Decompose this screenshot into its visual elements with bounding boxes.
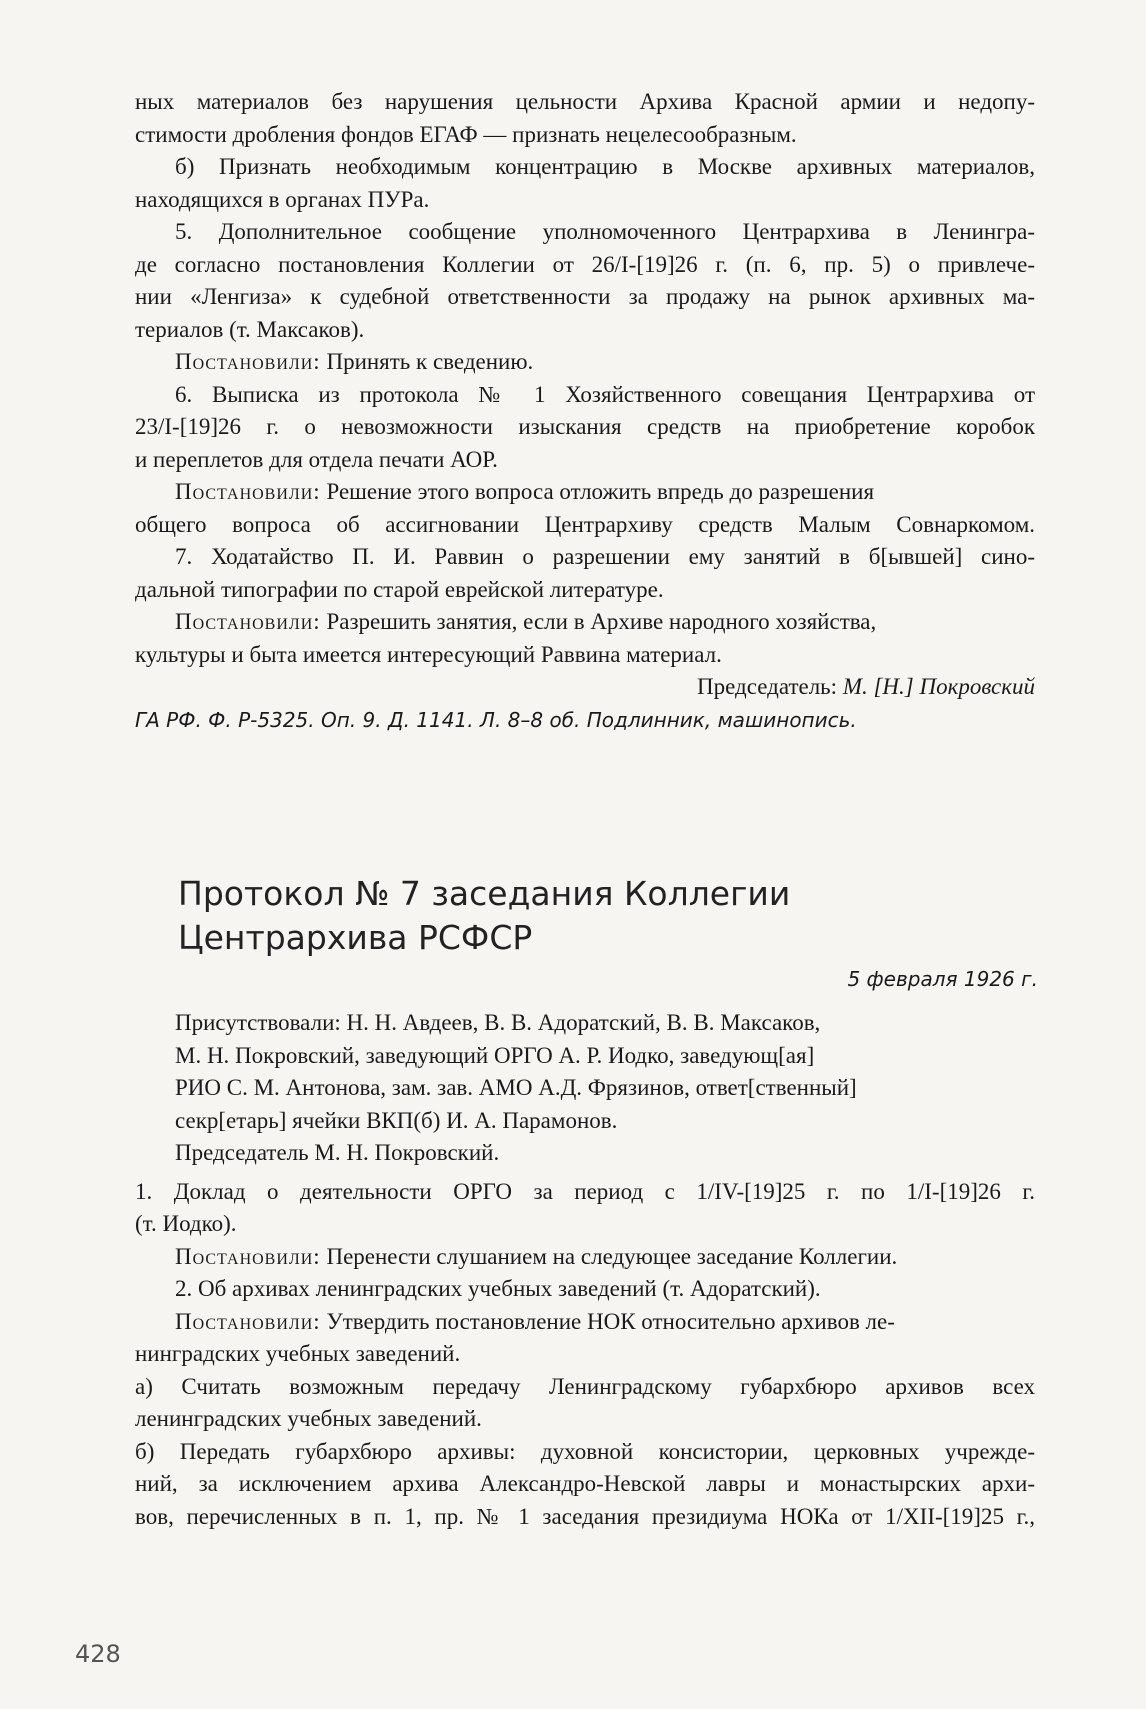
text-line: ний, за исключением архива Александро-Невской лавры и монастырских архи- — [135, 1471, 1035, 1496]
text-line: а) Считать возможным передачу Ленинградскому губархбюро архивов всех — [135, 1373, 1035, 1399]
resolution-text: Принять к сведению. — [326, 349, 534, 374]
signature-line — [135, 671, 1035, 704]
text-line: вов, перечисленных в п. 1, пр. № 1 заседания президиума НОКа от 1/XII-[19]25 г., — [135, 1503, 1035, 1529]
resolution-line — [135, 1306, 1035, 1339]
text-line: М. Н. Покровский, заведующий ОРГО А. Р. Иодко, заведующ[ая] — [175, 1042, 815, 1068]
heading-line-1: Протокол № 7 заседания Коллегии — [178, 874, 791, 913]
text-line: 1. Доклад о деятельности ОРГО за период с 1/IV-[19]25 г. по 1/I-[19]26 г. — [135, 1178, 1035, 1204]
text-line: нинградских учебных заведений. — [135, 1341, 461, 1366]
resolution-line — [135, 476, 1035, 509]
text-line: РИО С. М. Антонова, зам. зав. АМО А.Д. Фрязинов, ответ[ственный] — [175, 1075, 857, 1100]
text-line: 6. Выписка из протокола № 1 Хозяйственного совещания Центрархива от — [175, 381, 1035, 407]
resolution-text: Утвердить постановление НОК относительно архивов ле- — [326, 1308, 895, 1334]
text-line: Присутствовали: Н. Н. Авдеев, В. В. Адоратский, В. В. Максаков, — [175, 1010, 821, 1035]
text-line: 7. Ходатайство П. И. Раввин о разрешении ему занятий в б[ывшей] сино- — [175, 544, 1035, 569]
text-line: де согласно постановления Коллегии от 26/I-[19]26 г. (п. 6, пр. 5) о привлече- — [135, 251, 1035, 277]
text-line: териалов (т. Максаков). — [135, 316, 365, 342]
signature-name: М. [Н.] Покровский — [842, 674, 1035, 699]
postanovili-label: Постановили: — [175, 609, 321, 634]
text-line: дальной типографии по старой еврейской литературе. — [135, 576, 664, 602]
signature-label: Председатель: — [697, 674, 838, 699]
resolution-text: Перенести слушанием на следующее заседание Коллегии. — [326, 1243, 898, 1269]
resolution-line — [135, 606, 1035, 639]
section-heading — [178, 872, 790, 960]
text-line: 5. Дополнительное сообщение уполномоченного Центрархива в Ленингра- — [175, 219, 1035, 244]
postanovili-label: Постановили: — [175, 479, 321, 504]
text-line: находящихся в органах ПУРа. — [135, 186, 430, 212]
resolution-line — [135, 346, 1035, 379]
text-line: Председатель М. Н. Покровский. — [175, 1140, 500, 1165]
postanovili-label: Постановили: — [175, 1308, 321, 1334]
page-number: 428 — [75, 1640, 121, 1668]
heading-line-2: Центрархива РСФСР — [178, 918, 533, 957]
text-line: (т. Иодко). — [135, 1211, 237, 1236]
bottom-text-block — [135, 1007, 1035, 1533]
text-line: ных материалов без нарушения цельности Архива Красной армии и недопу- — [135, 89, 1035, 114]
document-date: 5 февраля 1926 г. — [847, 967, 1038, 991]
text-line: нии «Ленгиза» к судебной ответственности за продажу на рынок архивных ма- — [135, 284, 1035, 309]
text-line: 23/I-[19]26 г. о невозможности изыскания средств на приобретение коробок — [135, 414, 1035, 439]
postanovili-label: Постановили: — [175, 349, 321, 374]
text-line: и переплетов для отдела печати АОР. — [135, 446, 498, 472]
resolution-text: Решение этого вопроса отложить впредь до разрешения — [326, 479, 875, 504]
top-text-block — [135, 86, 1035, 736]
text-line: ленинградских учебных заведений. — [135, 1406, 482, 1431]
text-line: стимости дробления фондов ЕГАФ — признать нецелесообразным. — [135, 121, 797, 147]
postanovili-label: Постановили: — [175, 1243, 321, 1269]
text-line: 2. Об архивах ленинградских учебных заведений (т. Адоратский). — [175, 1276, 821, 1301]
text-line: б) Передать губархбюро архивы: духовной консистории, церковных учрежде- — [135, 1438, 1035, 1464]
text-line: секр[етарь] ячейки ВКП(б) И. А. Парамонов. — [175, 1107, 618, 1133]
text-line: общего вопроса об ассигновании Центрархиву средств Малым Совнаркомом. — [135, 511, 1035, 537]
archive-reference: ГА РФ. Ф. Р-5325. Оп. 9. Д. 1141. Л. 8–8 об. Подлинник, машинопись. — [135, 707, 857, 732]
text-line: б) Признать необходимым концентрацию в Москве архивных материалов, — [175, 154, 1035, 179]
text-line: культуры и быта имеется интересующий Раввина материал. — [135, 641, 722, 667]
resolution-text: Разрешить занятия, если в Архиве народного хозяйства, — [326, 609, 877, 634]
resolution-line — [135, 1241, 1035, 1274]
